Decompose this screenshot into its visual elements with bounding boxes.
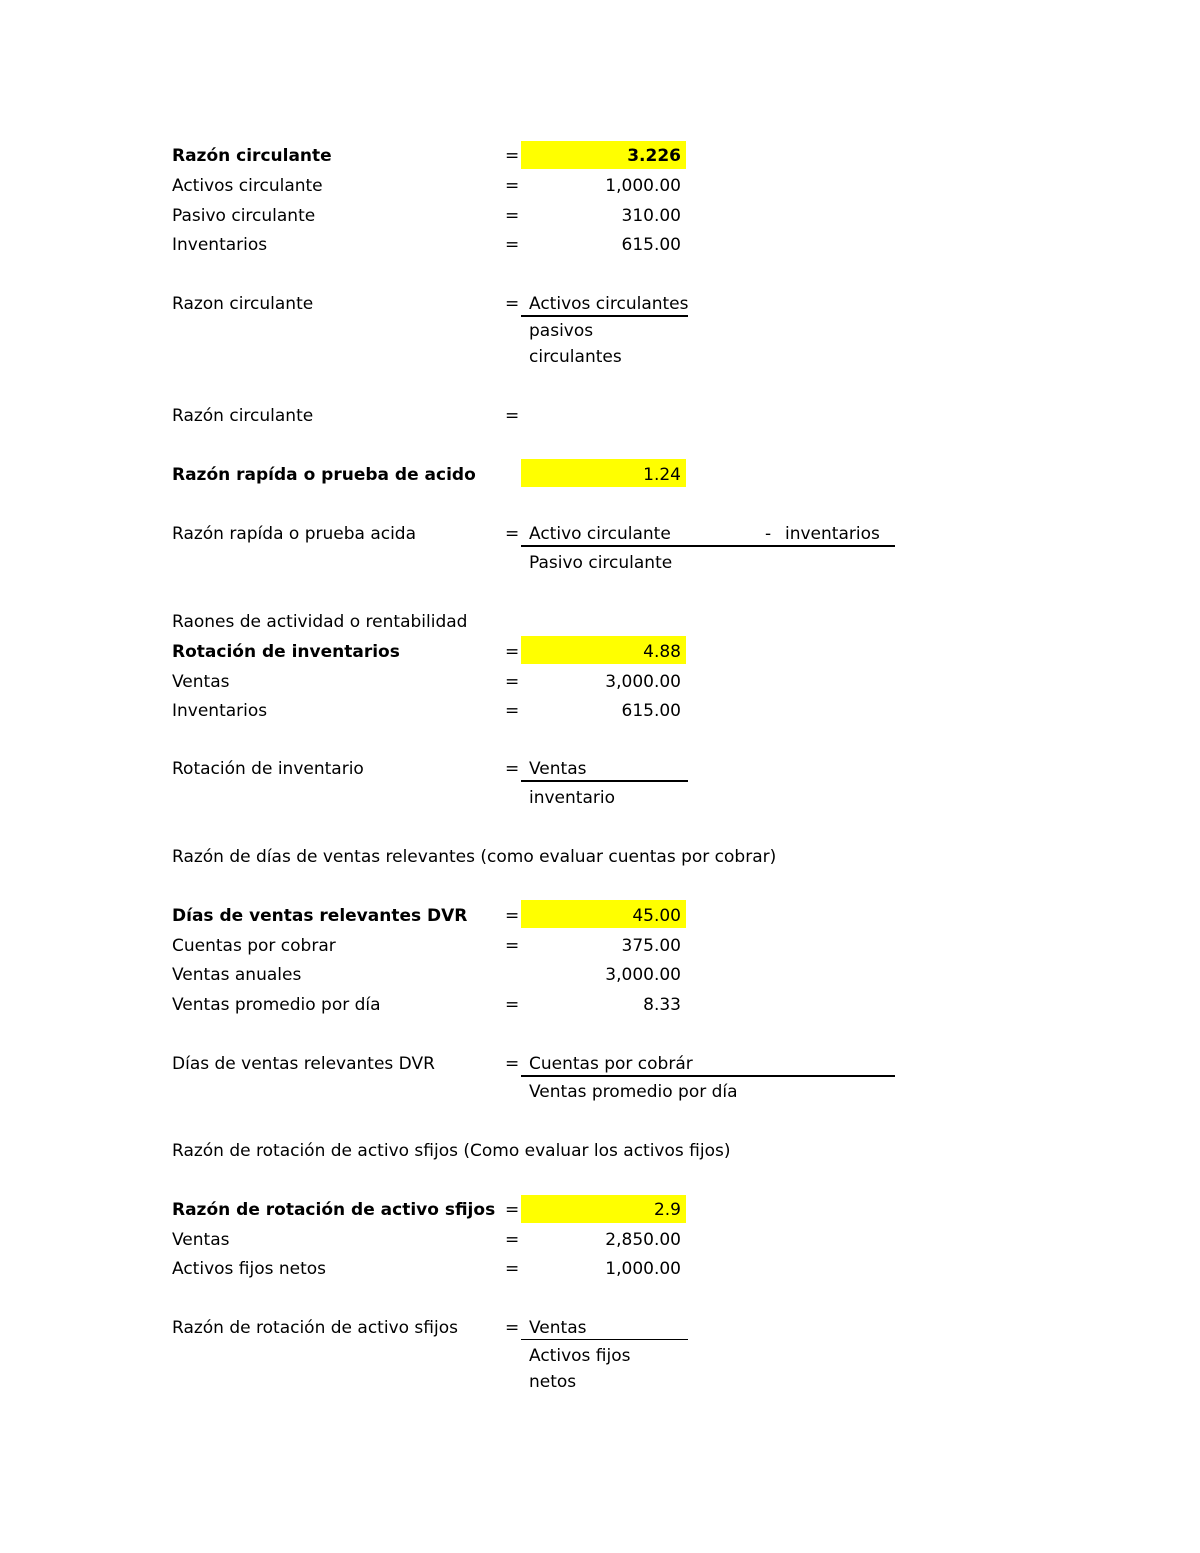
equals-sign: = bbox=[505, 906, 520, 926]
daily-sales-value: 8.33 bbox=[643, 995, 681, 1015]
inventory-turnover-title: Rotación de inventarios bbox=[172, 642, 400, 662]
inventories-value: 615.00 bbox=[621, 701, 681, 721]
equals-sign: = bbox=[505, 294, 520, 314]
dvr-result: 45.00 bbox=[632, 906, 681, 926]
formula-numerator-right: inventarios bbox=[785, 524, 880, 544]
formula-numerator: Activo circulante bbox=[529, 524, 671, 544]
equals-sign: = bbox=[505, 995, 520, 1015]
fixed-asset-turnover-title: Razón de rotación de activo sfijos bbox=[172, 1200, 496, 1220]
equals-sign: = bbox=[505, 146, 520, 166]
equals-sign: = bbox=[505, 1230, 520, 1250]
formula-denominator: Ventas promedio por día bbox=[529, 1082, 738, 1102]
equals-sign: = bbox=[505, 206, 520, 226]
dvr-formula-label: Días de ventas relevantes DVR bbox=[172, 1054, 435, 1074]
equals-sign: = bbox=[505, 1054, 520, 1074]
minus-sign: - bbox=[765, 524, 772, 544]
current-assets-value: 1,000.00 bbox=[605, 176, 681, 196]
fraction-bar bbox=[521, 1075, 895, 1077]
inventories-label: Inventarios bbox=[172, 701, 268, 721]
formula-numerator: Cuentas por cobrár bbox=[529, 1054, 693, 1074]
dvr-title: Días de ventas relevantes DVR bbox=[172, 906, 468, 926]
equals-sign: = bbox=[505, 1200, 520, 1220]
sales-value: 2,850.00 bbox=[605, 1230, 681, 1250]
fraction-bar bbox=[521, 315, 688, 317]
activity-heading: Raones de actividad o rentabilidad bbox=[172, 612, 468, 632]
receivables-label: Cuentas por cobrar bbox=[172, 936, 336, 956]
equals-sign: = bbox=[505, 642, 520, 662]
quick-ratio-result: 1.24 bbox=[643, 465, 681, 485]
current-ratio-title: Razón circulante bbox=[172, 146, 332, 166]
inventories-label: Inventarios bbox=[172, 235, 268, 255]
dvr-heading: Razón de días de ventas relevantes (como evaluar cuentas por cobrar) bbox=[172, 847, 777, 867]
formula-denominator-line1: pasivos bbox=[529, 321, 594, 341]
equals-sign: = bbox=[505, 524, 520, 544]
inventories-value: 615.00 bbox=[621, 235, 681, 255]
fixed-asset-turnover-formula-label: Razón de rotación de activo sfijos bbox=[172, 1318, 458, 1338]
formula-denominator: Pasivo circulante bbox=[529, 553, 673, 573]
inventory-turnover-formula-label: Rotación de inventario bbox=[172, 759, 364, 779]
formula-denominator: inventario bbox=[529, 788, 615, 808]
equals-sign: = bbox=[505, 406, 520, 426]
equals-sign: = bbox=[505, 936, 520, 956]
equals-sign: = bbox=[505, 672, 520, 692]
equals-sign: = bbox=[505, 1259, 520, 1279]
current-ratio-result: 3.226 bbox=[627, 146, 681, 166]
fraction-bar bbox=[521, 780, 688, 782]
sales-label: Ventas bbox=[172, 672, 230, 692]
formula-numerator: Activos circulantes bbox=[529, 294, 689, 314]
receivables-value: 375.00 bbox=[621, 936, 681, 956]
equals-sign: = bbox=[505, 701, 520, 721]
equals-sign: = bbox=[505, 1318, 520, 1338]
fraction-bar bbox=[521, 1339, 688, 1340]
sales-value: 3,000.00 bbox=[605, 672, 681, 692]
fraction-bar bbox=[521, 545, 895, 547]
equals-sign: = bbox=[505, 176, 520, 196]
equals-sign: = bbox=[505, 759, 520, 779]
net-fixed-assets-label: Activos fijos netos bbox=[172, 1259, 327, 1279]
formula-numerator: Ventas bbox=[529, 759, 587, 779]
daily-sales-label: Ventas promedio por día bbox=[172, 995, 381, 1015]
current-assets-label: Activos circulante bbox=[172, 176, 323, 196]
net-fixed-assets-value: 1,000.00 bbox=[605, 1259, 681, 1279]
formula-numerator: Ventas bbox=[529, 1318, 587, 1338]
sales-label: Ventas bbox=[172, 1230, 230, 1250]
inventory-turnover-result: 4.88 bbox=[643, 642, 681, 662]
fixed-assets-heading: Razón de rotación de activo sfijos (Como evaluar los activos fijos) bbox=[172, 1141, 731, 1161]
formula-denominator-line1: Activos fijos bbox=[529, 1346, 631, 1366]
formula-denominator-line2: circulantes bbox=[529, 347, 622, 367]
quick-ratio-title: Razón rapída o prueba de acido bbox=[172, 465, 476, 485]
current-liabilities-value: 310.00 bbox=[621, 206, 681, 226]
current-liabilities-label: Pasivo circulante bbox=[172, 206, 316, 226]
current-ratio-formula-label: Razon circulante bbox=[172, 294, 314, 314]
fixed-asset-turnover-result: 2.9 bbox=[653, 1200, 681, 1220]
annual-sales-label: Ventas anuales bbox=[172, 965, 302, 985]
equals-sign: = bbox=[505, 235, 520, 255]
quick-ratio-formula-label: Razón rapída o prueba acida bbox=[172, 524, 417, 544]
current-ratio-empty-label: Razón circulante bbox=[172, 406, 314, 426]
annual-sales-value: 3,000.00 bbox=[605, 965, 681, 985]
formula-denominator-line2: netos bbox=[529, 1372, 577, 1392]
